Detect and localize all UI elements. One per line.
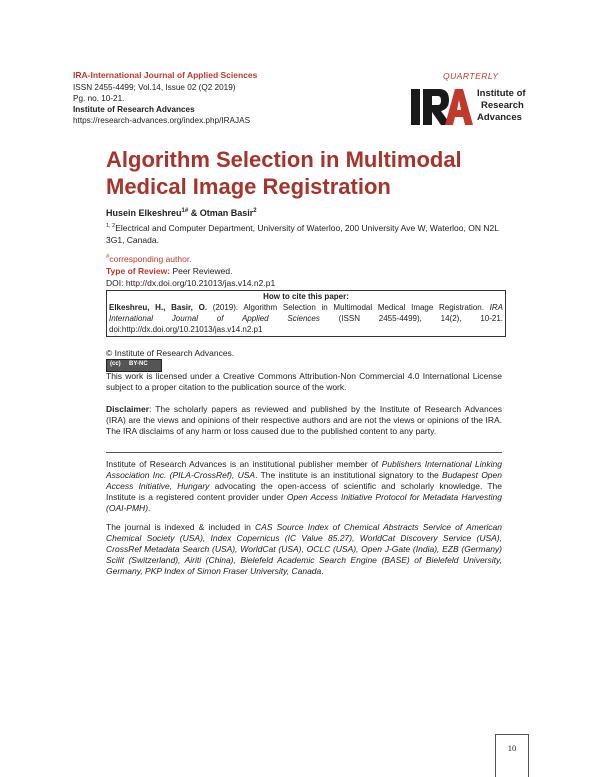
author-1: Husein Elkeshreu xyxy=(106,208,182,218)
indexing-list: CAS Source Index of Chemical Abstracts Service of American Chemical Society (USA), Index Copernicus (IC Value 85.27), WorldCat Discovery Service (USA), CrossRef Metadata Search (USA), WorldCat (USA), OCLC (USA), Open J-Gate (India), EZB (Germany) Scilit (Switzerland), Airiti (China), Bielefeld Academic Search Engine (BASE) of Bielefeld University, Germany, PKP Index of Simon Fraser University, Canada xyxy=(106,522,502,576)
citation-part-b: (ISSN 2455-4499), 14(2), 10-21. doi:http://dx.doi.org/10.21013/jas.v14.n2.p1 xyxy=(109,314,504,334)
affiliation-text: Electrical and Computer Department, University of Waterloo, 200 University Ave W, Waterloo, ON N2L 3G1, Canada. xyxy=(106,222,499,245)
page-number: 10 xyxy=(507,743,517,753)
institute-info-pila: Publishers International Linking Association Inc. (PILA-CrossRef), USA xyxy=(106,459,502,480)
cc-badge-type: BY-NC xyxy=(129,361,148,367)
author-list xyxy=(106,208,257,218)
logo-line-1: Institute of xyxy=(477,88,526,99)
affiliation-sup: 1, 2 xyxy=(106,223,116,229)
citation-part-a: (2019). Algorithm Selection in Multimodal Medical Image Registration. xyxy=(207,303,490,312)
citation-authors: Elkeshreu, H., Basir, O. xyxy=(109,303,208,312)
copyright-notice: © Institute of Research Advances. xyxy=(106,348,235,358)
logo-line-3: Advances xyxy=(477,112,522,123)
affiliation xyxy=(106,220,506,246)
review-type xyxy=(106,266,232,276)
institute-info-text-4: . xyxy=(148,503,151,513)
logo-line-2: Research xyxy=(481,100,524,111)
ira-logo xyxy=(411,85,541,129)
cc-icon: (cc) xyxy=(110,361,121,367)
ira-logo-mark xyxy=(411,85,473,127)
license-text: This work is licensed under a Creative Commons Attribution-Non Commercial 4.0 International License subject to a proper citation to the publication source of the work. xyxy=(106,371,502,392)
journal-url-link[interactable]: https://research-advances.org/index.php/IRAJAS xyxy=(73,116,251,125)
section-divider xyxy=(106,452,502,453)
journal-name: IRA-International Journal of Applied Sciences xyxy=(73,70,258,80)
logo-text xyxy=(477,88,526,124)
corresponding-text: corresponding author. xyxy=(109,254,192,264)
publisher-name: Institute of Research Advances xyxy=(73,105,195,114)
indexing-text-1: The journal is indexed & included in xyxy=(106,522,256,532)
author-separator: & xyxy=(188,208,200,218)
author-1-sup: 1# xyxy=(181,208,189,214)
indexing-text-2: . xyxy=(321,566,324,576)
page-number-box xyxy=(495,734,529,777)
author-2-sup: 2 xyxy=(253,208,257,214)
issn-line: ISSN 2455-4499; Vol.14, Issue 02 (Q2 2019) xyxy=(73,83,236,92)
institute-info-oai: Open Access Initiative Protocol for Metadata Harvesting (OAI-PMH) xyxy=(106,492,502,513)
page-range: Pg. no. 10-21. xyxy=(73,94,125,103)
institute-info xyxy=(106,459,502,514)
citation-journal: IRA International Journal of Applied Sciences xyxy=(109,303,504,323)
article-title: Algorithm Selection in Multimodal Medical Image Registration xyxy=(106,147,462,199)
citation-box xyxy=(106,290,506,337)
disclaimer-text: : The scholarly papers as reviewed and published by the Institute of Research Advances (IRA) are the views and opinions of their respective authors and are not the views or opinions of the IRA. The IRA disclaims of any harm or loss caused due to the published content to any party. xyxy=(106,404,502,436)
institute-info-budapest: Budapest Open Access Initiative, Hungary xyxy=(106,470,502,491)
indexing-info xyxy=(106,522,502,577)
corresponding-mark: # xyxy=(106,254,110,261)
disclaimer-label: Disclaimer xyxy=(106,404,149,414)
citation-heading: How to cite this paper: xyxy=(263,292,349,301)
institute-info-text-3: advocating the open-access of scientific and scholarly knowledge. The Institute is a registered content provider under xyxy=(106,481,502,502)
author-2: Otman Basir xyxy=(199,208,254,218)
corresponding-note xyxy=(106,254,192,264)
review-value: Peer Reviewed. xyxy=(170,266,233,276)
doi-link[interactable]: DOI: http://dx.doi.org/10.21013/jas.v14.n2.p1 xyxy=(106,278,276,288)
citation-text xyxy=(109,302,503,335)
institute-info-text-2: . The institute is an institutional signatory to the xyxy=(255,470,443,480)
disclaimer xyxy=(106,404,502,437)
frequency-label: QUARTERLY xyxy=(443,71,499,81)
review-label: Type of Review: xyxy=(106,266,171,276)
institute-info-text-1: Institute of Research Advances is an institutional publisher member of xyxy=(106,459,382,469)
